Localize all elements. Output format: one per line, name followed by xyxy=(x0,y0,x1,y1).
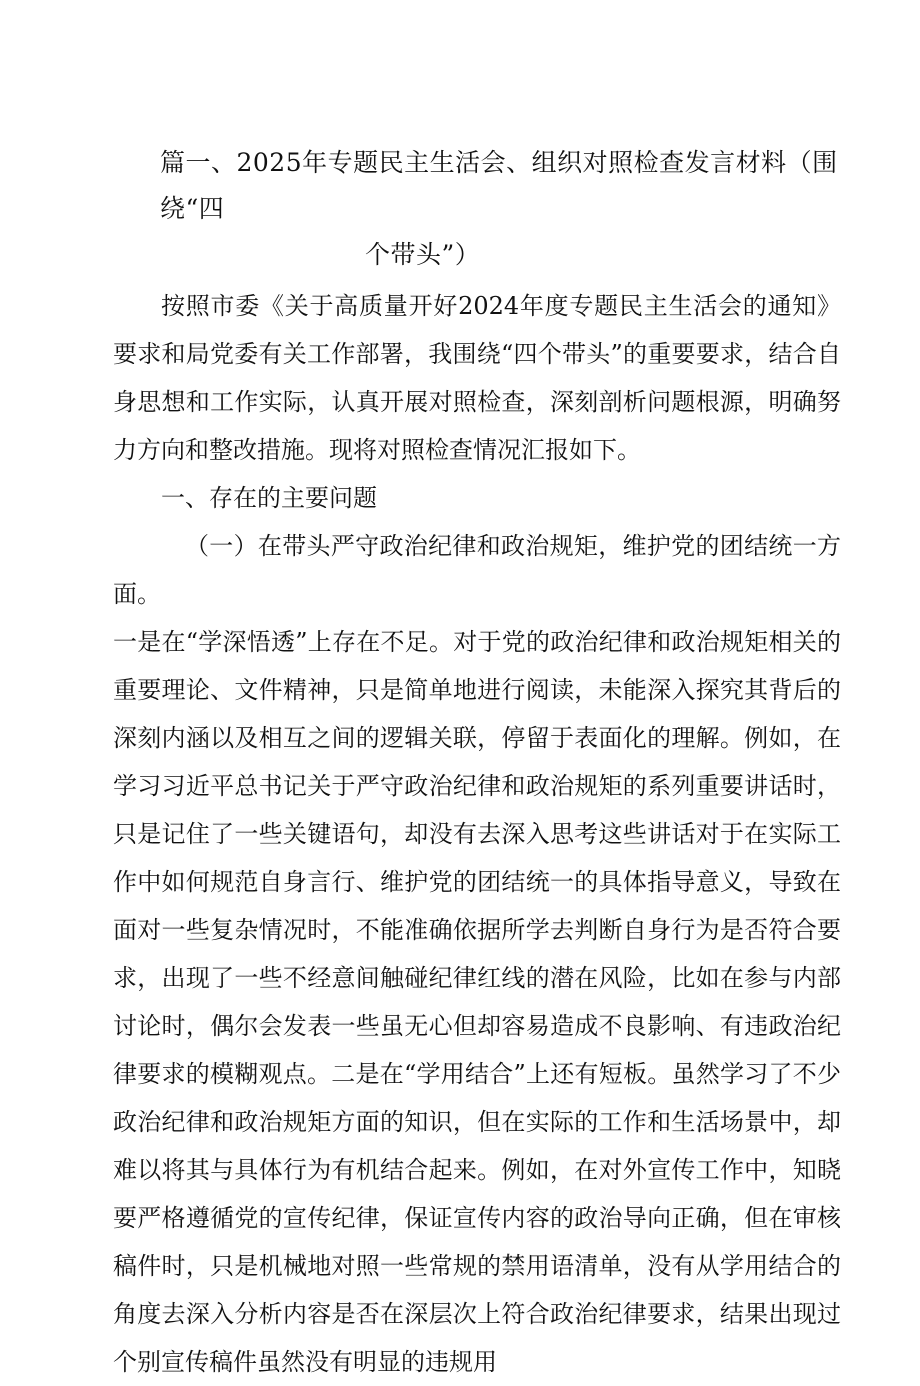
title-line-1: 篇一、2025年专题民主生活会、组织对照检查发言材料（围绕“四 xyxy=(160,148,838,223)
document-title xyxy=(160,140,860,278)
body-paragraph: 一是在“学深悟透”上存在不足。对于党的政治纪律和政治规矩相关的重要理论、文件精神，只是简单地进行阅读，未能深入探究其背后的深刻内涵以及相互之间的逻辑关联，停留于表面化的理解。例如，在学习习近平总书记关于严守政治纪律和政治规矩的系列重要讲话时，只是记住了一些关键语句，却没有去深入思考这些讲话对于在实际工作中如何规范自身言行、维护党的团结统一的具体指导意义，导致在面对一些复杂情况时，不能准确依据所学去判断自身行为是否符合要求，出现了一些不经意间触碰纪律红线的潜在风险，比如在参与内部讨论时，偶尔会发表一些虽无心但却容易造成不良影响、有违政治纪律要求的模糊观点。二是在“学用结合”上还有短板。虽然学习了不少政治纪律和政治规矩方面的知识，但在实际的工作和生活场景中，却难以将其与具体行为有机结合起来。例如，在对外宣传工作中，知晓要严格遵循党的宣传纪律，保证宣传内容的政治导向正确，但在审核稿件时，只是机械地对照一些常规的禁用语清单，没有从学用结合的角度去深入分析内容是否在深层次上符合政治纪律要求，结果出现过个别宣传稿件虽然没有明显的违规用 xyxy=(113,628,841,1376)
intro-paragraph: 按照市委《关于高质量开好2024年度专题民主生活会的通知》要求和局党委有关工作部署，我围绕“四个带头”的重要要求，结合自身思想和工作实际，认真开展对照检查，深刻剖析问题根源，明确努力方向和整改措施。现将对照检查情况汇报如下。 xyxy=(113,292,841,464)
section-heading: 一、存在的主要问题 xyxy=(161,484,377,512)
subsection-heading: （一）在带头严守政治纪律和政治规矩，维护党的团结统一方面。 xyxy=(113,532,841,608)
document-body xyxy=(113,282,841,1386)
title-line-2: 个带头”） xyxy=(365,240,481,269)
